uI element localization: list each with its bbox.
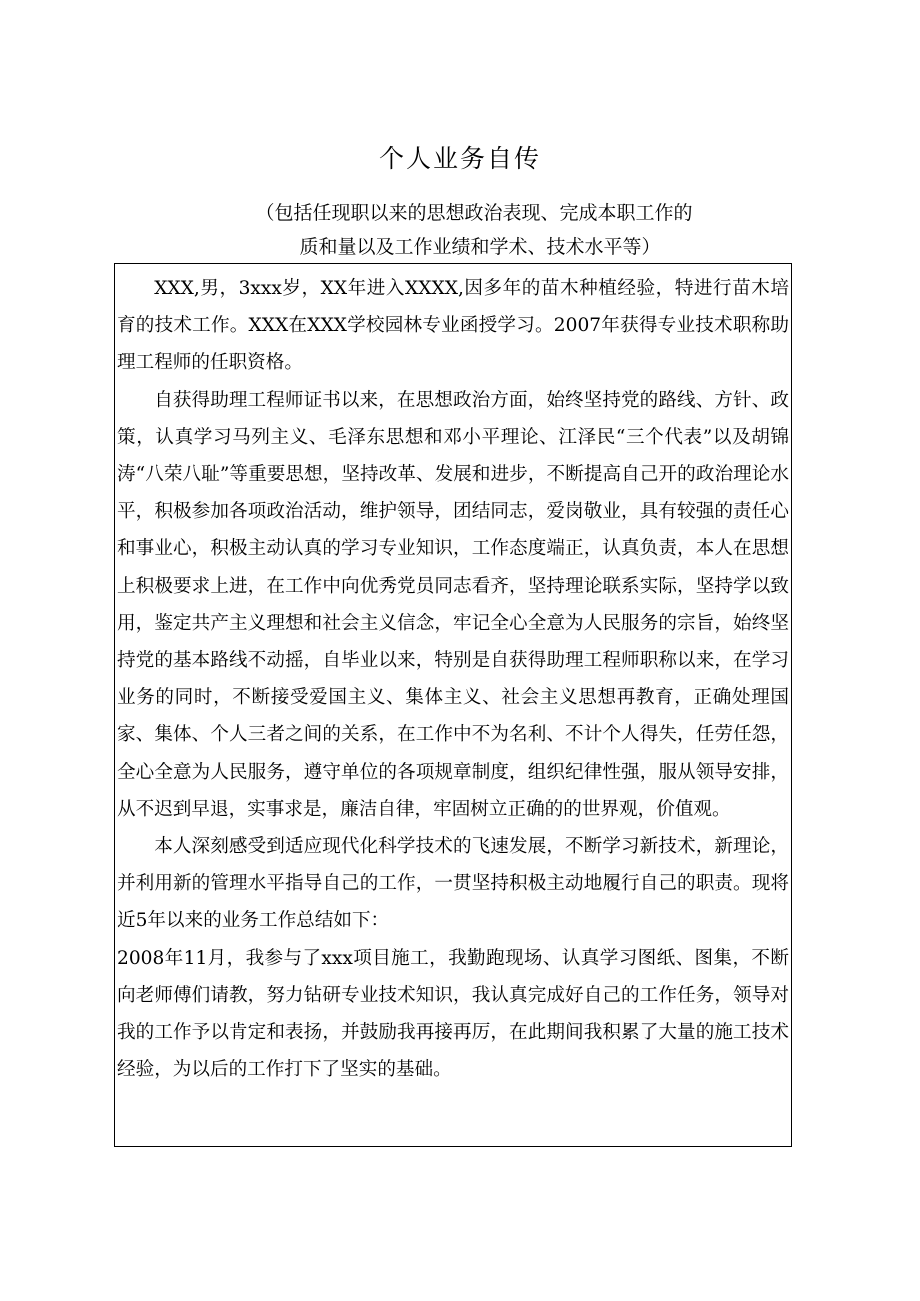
paragraph-political: 自获得助理工程师证书以来，在思想政治方面，始终坚持党的路线、方针、政策，认真学习马列主义、毛泽东思想和邓小平理论、江泽民“三个代表”以及胡锦涛“八荣八耻”等重要思想，坚持改革、发展和进步，不断提高自己开的政治理论水平，积极参加各项政治活动，维护领导，团结同志，爱岗敬业，具有较强的责任心和事业心，积极主动认真的学习专业知识，工作态度端正，认真负责，本人在思想上积极要求上进，在工作中向优秀党员同志看齐，坚持理论联系实际，坚持学以致用，鉴定共产主义理想和社会主义信念，牢记全心全意为人民服务的宗旨，始终坚持党的基本路线不动摇，自毕业以来，特别是自获得助理工程师职称以来，在学习业务的同时，不断接受爱国主义、集体主义、社会主义思想再教育，正确处理国家、集体、个人三者之间的关系，在工作中不为名利、不计个人得失，任劳任怨，全心全意为人民服务，遵守单位的各项规章制度，组织纪律性强，服从领导安排，从不迟到早退，实事求是，廉洁自律，牢固树立正确的的世界观，价值观。 (117, 389, 789, 820)
paragraph-intro: XXX,男，3xxx岁，XX年进入XXXX,因多年的苗木种植经验，特进行苗木培育的技术工作。XXX在XXX学校园林专业函授学习。2007年获得专业技术职称助理工程师的任职资格。 (117, 278, 789, 374)
document-title: 个人业务自传 (378, 144, 541, 173)
document-subtitle-line-2: 质和量以及工作业绩和学术、技术水平等） (299, 236, 661, 258)
paragraph-summary-intro: 本人深刻感受到适应现代化科学技术的飞速发展，不断学习新技术，新理论，并利用新的管理水平指导自己的工作，一贯坚持积极主动地履行自己的职责。现将近5年以来的业务工作总结如下： (117, 836, 789, 932)
document-subtitle-line-1: （包括任现职以来的思想政治表现、完成本职工作的 (255, 202, 693, 224)
paragraph-work-2008: 2008年11月，我参与了xxx项目施工，我勤跑现场、认真学习图纸、图集，不断向老师傅们请教，努力钻研专业技术知识，我认真完成好自己的工作任务，领导对我的工作予以肯定和表扬，并鼓励我再接再厉，在此期间我积累了大量的施工技术经验，为以后的工作打下了坚实的基础。 (117, 947, 789, 1081)
content-box (114, 263, 792, 1147)
